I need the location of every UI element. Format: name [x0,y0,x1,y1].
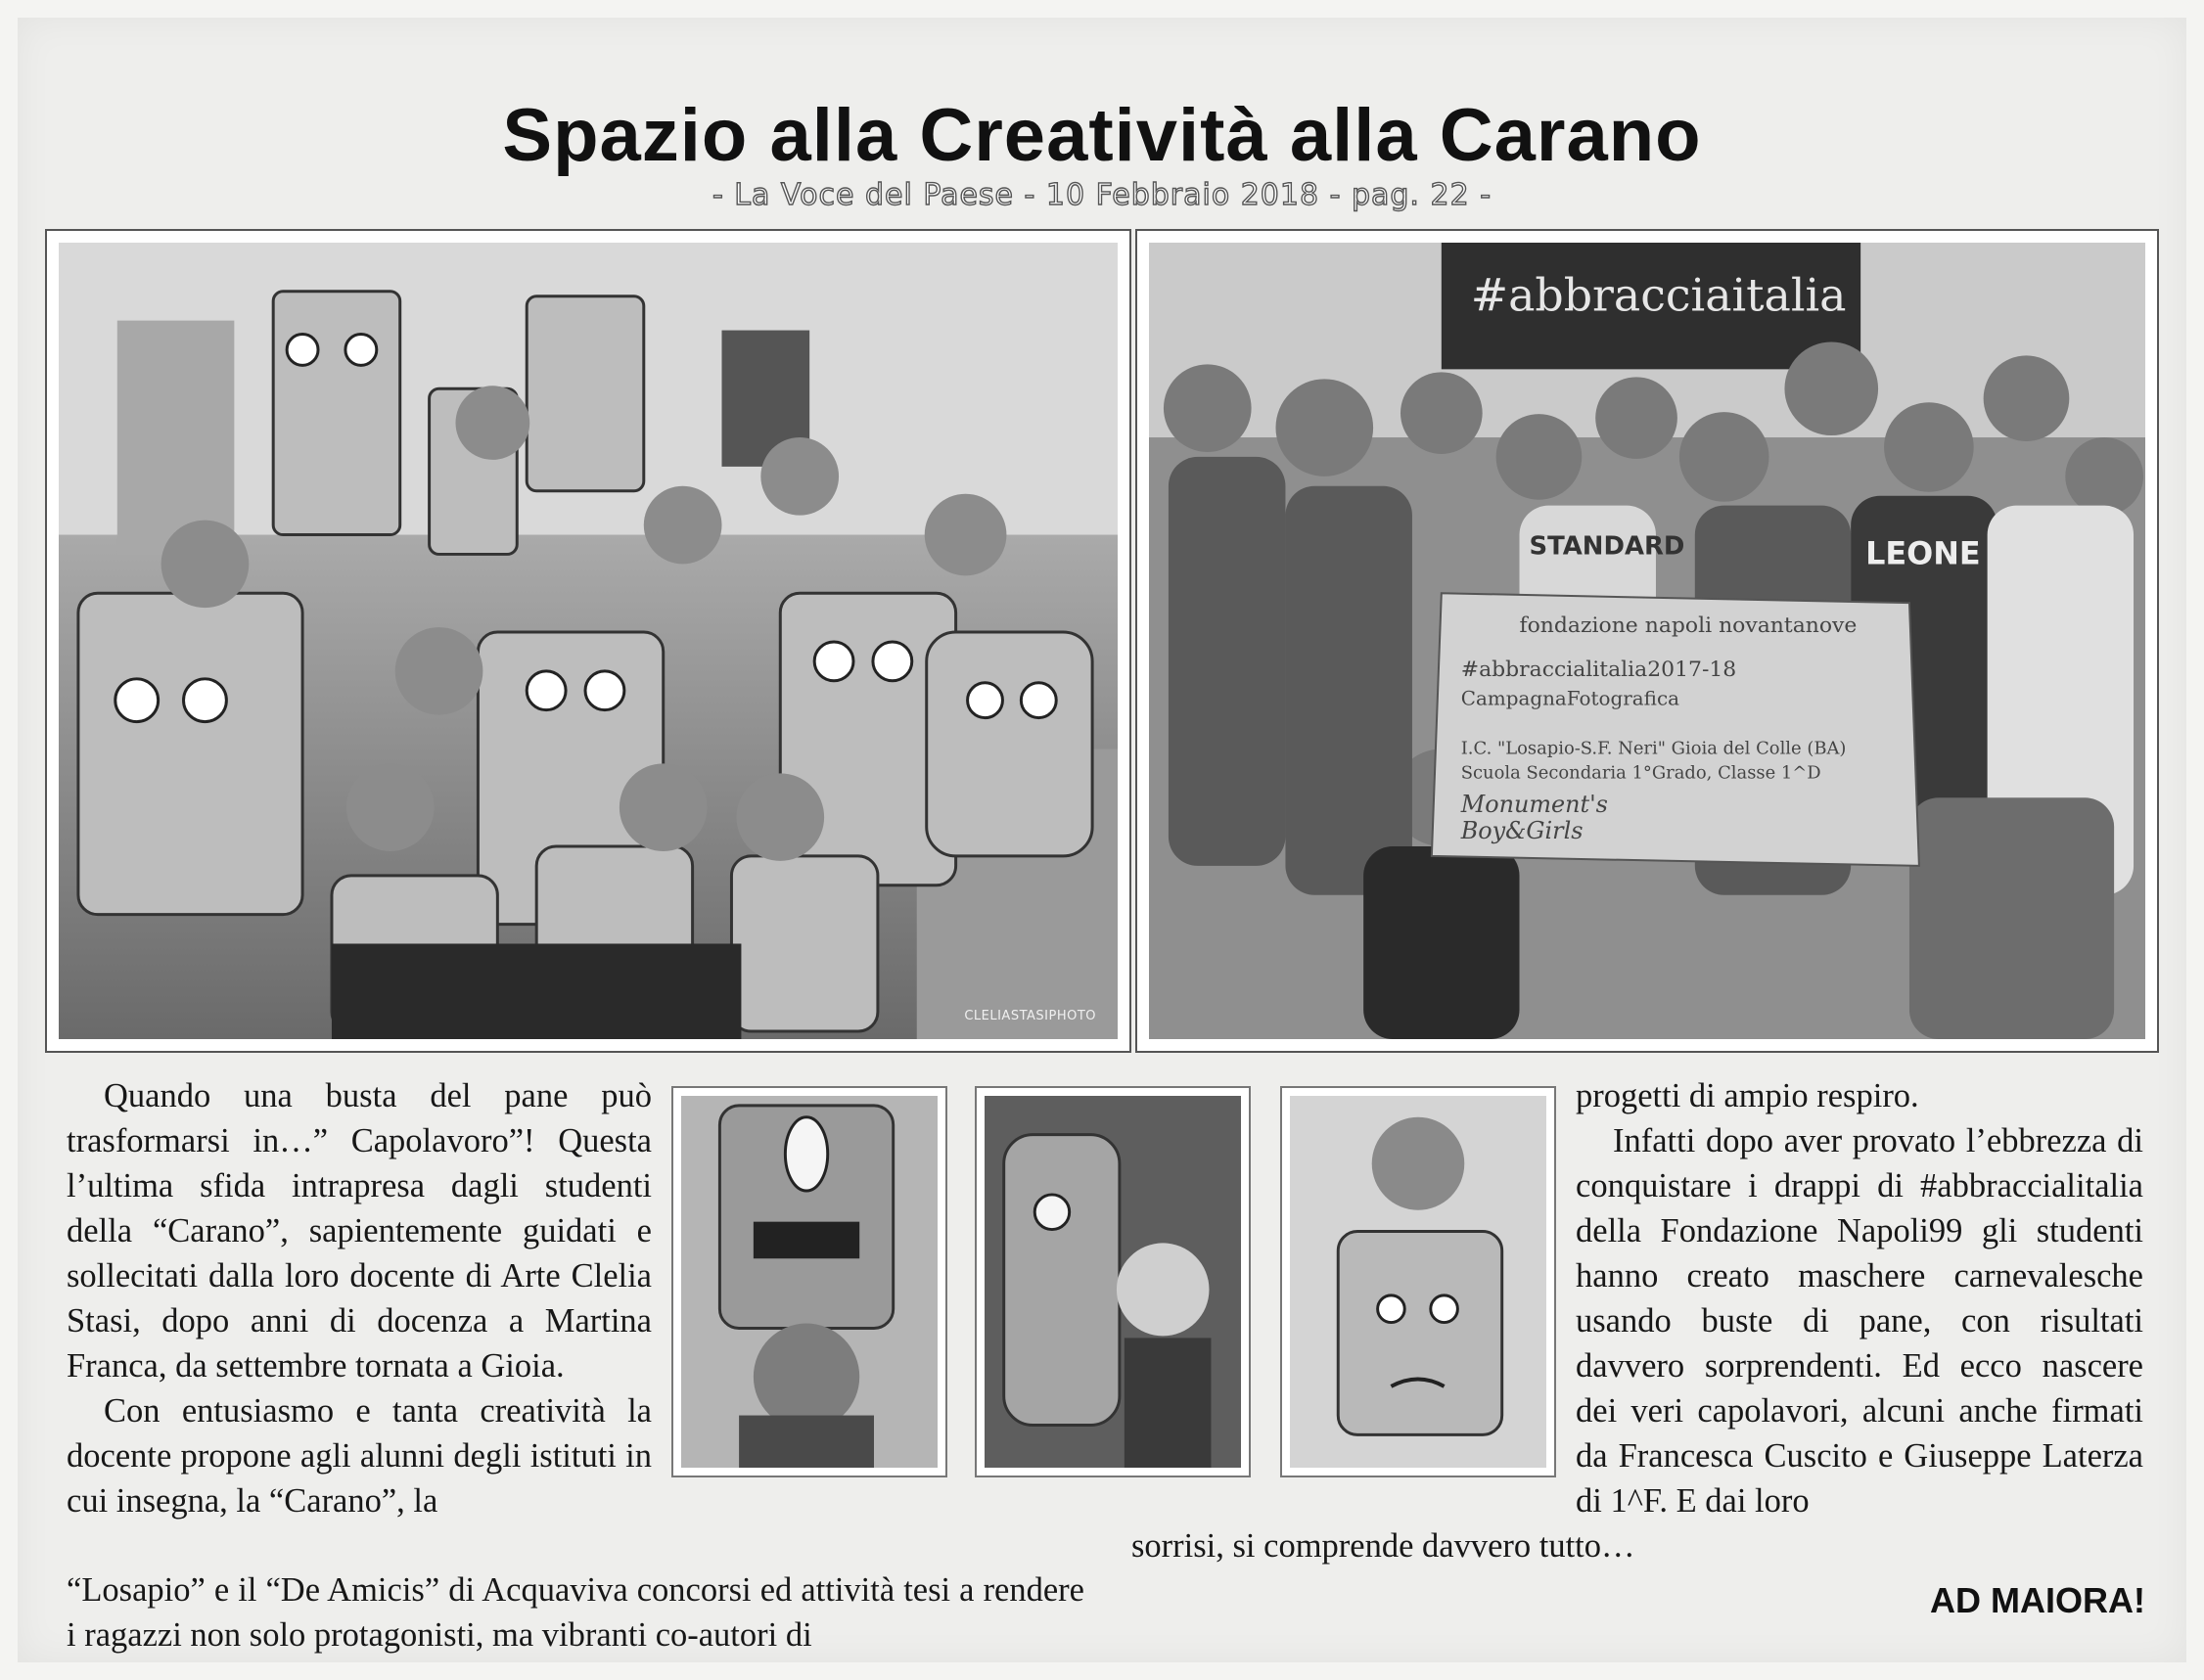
banner-line-1: fondazione napoli novantanove [1519,613,1858,639]
banner-line-7: Boy&Girls [1460,817,1584,845]
photo-girl-mask-image [681,1096,938,1468]
article-column-2-bottom [1131,1523,1719,1568]
article-column-2-top [1576,1073,2143,1523]
photo-girl-mask [671,1086,947,1477]
paragraph-3-start: progetti di ampio respiro. [1576,1077,1919,1114]
banner-line-6: Monument's [1460,791,1608,819]
shirt-text-standard: STANDARD [1529,531,1685,562]
article-column-1 [67,1073,652,1523]
chalkboard-text: #abbracciaitalia [1470,268,1847,322]
banner-line-5: Scuola Secondaria 1°Grado, Classe 1^D [1460,762,1821,784]
photo-boy-mask-image [985,1096,1241,1468]
banner-line-4: I.C. "Losapio-S.F. Neri" Gioia del Colle (BA) [1460,738,1847,759]
article-column-1-bottom [67,1567,1084,1657]
banner-line-2: #abbraccialitalia2017-18 [1460,657,1737,682]
photo-students-masks-image [59,243,1118,1039]
article-byline: - La Voce del Paese - 10 Febbraio 2018 - pag. 22 - [712,178,1492,212]
paragraph-1: Quando una busta del pane può trasformarsi in…” Capolavoro”! Questa l’ultima sfida intrapresa dagli studenti della “Carano”, sapientemente guidati e sollecitati dalla loro docente di Arte Clelia Stasi, dopo anni di docenza a Martina Franca, da settembre tornata a Gioia. [67,1077,652,1385]
paragraph-2: Con entusiasmo e tanta creatività la docente propone agli alunni degli istituti in cui insegna, la “Carano”, la [67,1392,652,1520]
banner-line-3: CampagnaFotografica [1460,687,1679,710]
paragraph-4-continued: sorrisi, si comprende davvero tutto… [1131,1527,1635,1565]
photo-girl-mask-2 [1280,1086,1556,1477]
shirt-text-leone: LEONE [1865,534,1981,572]
photo-girl-mask-2-image [1290,1096,1546,1468]
paragraph-2-continued: “Losapio” e il “De Amicis” di Acquaviva concorsi ed attività tesi a rendere i ragazzi non solo protagonisti, ma vibranti co-autori di [67,1571,1084,1654]
article-closing: AD MAIORA! [1930,1580,2145,1620]
photo-credit: CLELIASTASIPHOTO [964,1009,1096,1023]
paragraph-4: Infatti dopo aver provato l’ebbrezza di conquistare i drappi di #abbraccialitalia della Fondazione Napoli99 gli studenti hanno creato maschere carnevalesche usando buste di pane, con risultati davvero sorprendenti. Ed ecco nascere dei veri capolavori, alcuni anche firmati da Francesca Cuscito e Giuseppe Laterza di 1^F. E dai loro [1576,1122,2143,1520]
photo-boy-mask [975,1086,1251,1477]
photo-students-masks [45,229,1131,1053]
photo-group-banner [1135,229,2159,1053]
article-headline: Spazio alla Creatività alla Carano [502,94,1702,177]
photo-group-banner-image [1149,243,2145,1039]
